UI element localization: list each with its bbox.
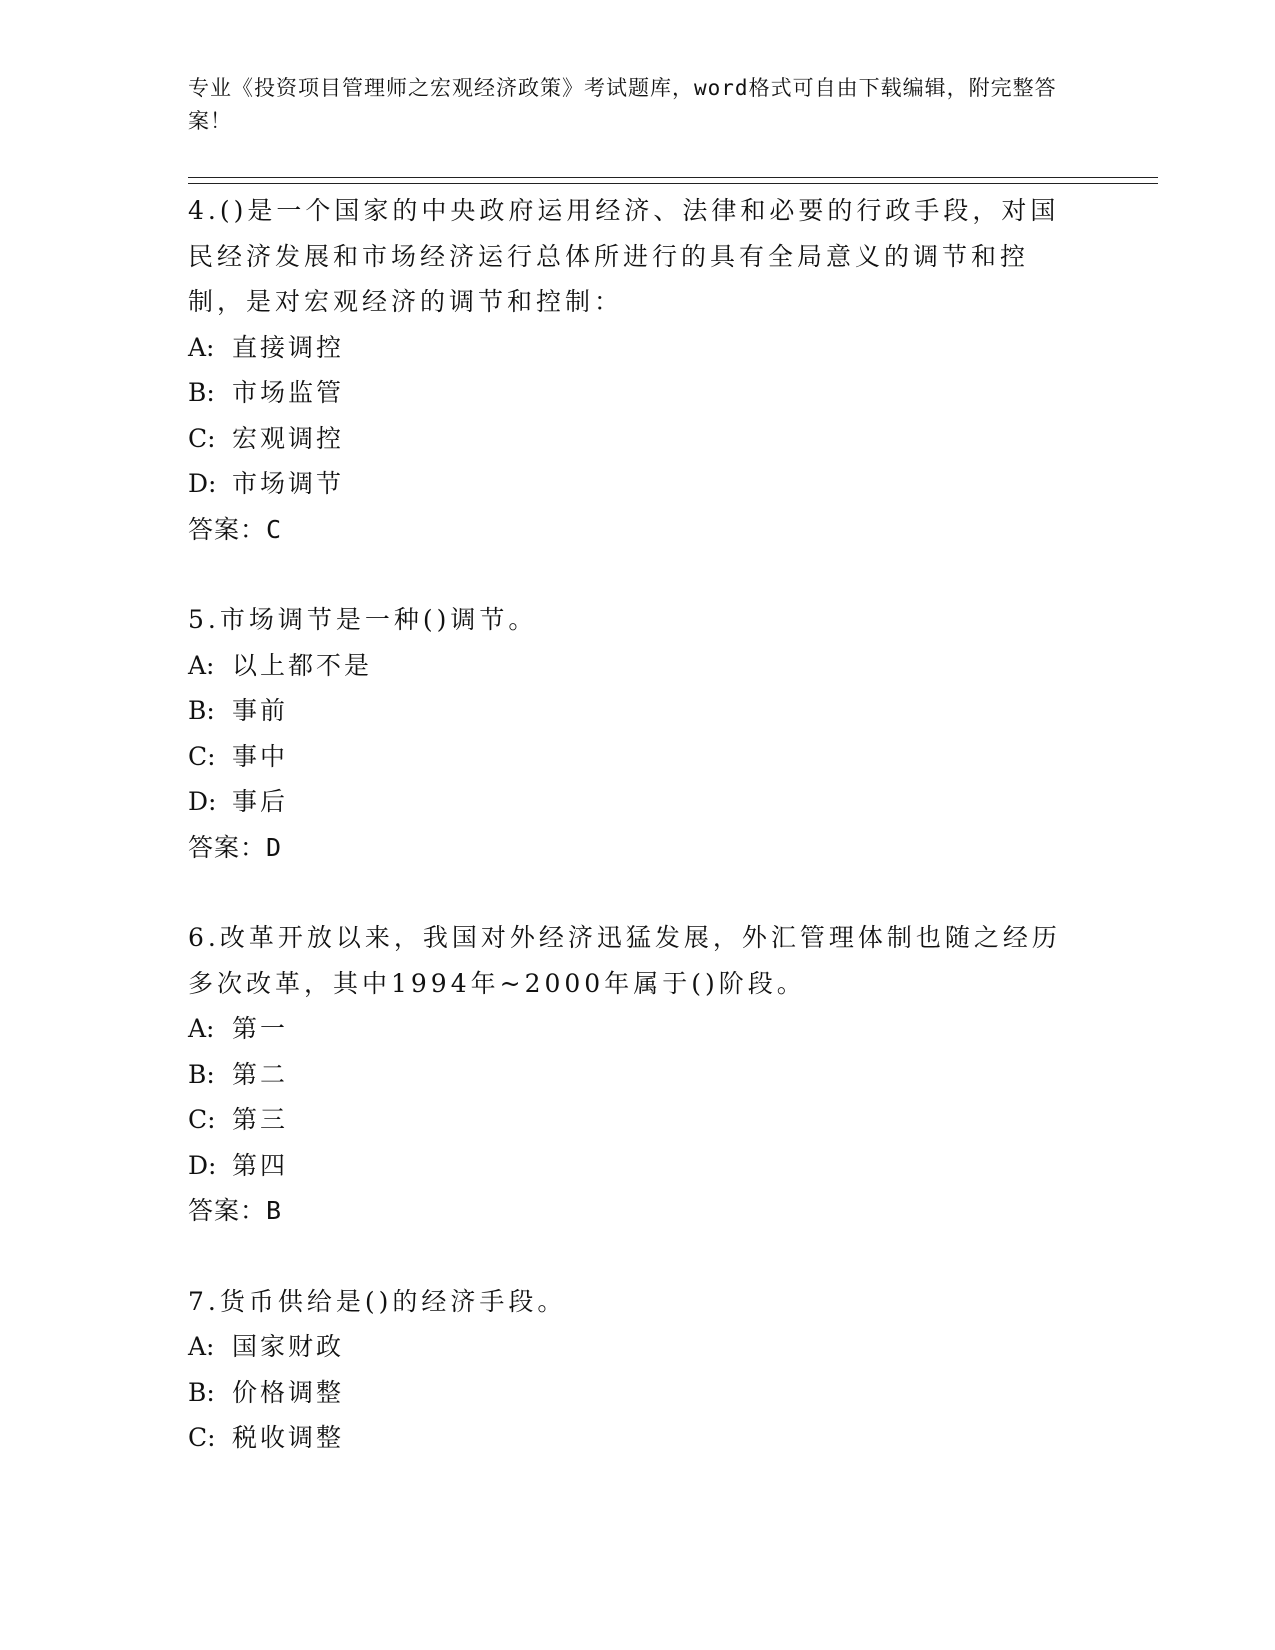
option-letter: C: — [188, 741, 216, 771]
option-letter: B: — [188, 1377, 215, 1407]
option-text: 税收调整 — [232, 1423, 345, 1452]
option-letter: D: — [188, 1150, 217, 1180]
question-6 — [188, 915, 1068, 1234]
option-letter: B: — [188, 378, 215, 407]
question-stem: 6.改革开放以来，我国对外经济迅猛发展，外汇管理体制也随之经历多次改革，其中1994年~2000年属于()阶段。 — [188, 923, 1061, 998]
option-letter: A: — [188, 1332, 215, 1361]
option-text: 以上都不是 — [232, 650, 373, 680]
option-text: 宏观调控 — [232, 423, 345, 453]
question-stem: 5.市场调节是一种()调节。 — [188, 605, 538, 634]
option-letter: A: — [188, 650, 215, 680]
header-divider-bottom — [188, 183, 1158, 184]
option-a — [188, 325, 1068, 371]
answer-line: 答案：C — [188, 514, 283, 544]
option-b — [188, 688, 1068, 734]
option-b — [188, 1370, 1068, 1416]
option-text: 第三 — [232, 1105, 289, 1134]
question-7 — [188, 1279, 1068, 1461]
option-letter: A: — [188, 1014, 215, 1043]
option-text: 第二 — [232, 1059, 289, 1089]
option-text: 市场监管 — [232, 378, 345, 407]
option-letter: A: — [188, 332, 215, 362]
option-a — [188, 1324, 1068, 1370]
option-letter: D: — [188, 787, 217, 816]
question-list — [188, 188, 1068, 1506]
option-d — [188, 1143, 1068, 1189]
answer-line: 答案：D — [188, 832, 283, 862]
option-letter: C: — [188, 1105, 216, 1134]
option-text: 价格调整 — [232, 1377, 345, 1407]
option-letter: B: — [188, 1059, 215, 1089]
option-text: 第一 — [232, 1014, 289, 1043]
option-a — [188, 643, 1068, 689]
option-c — [188, 1415, 1068, 1461]
option-text: 第四 — [232, 1150, 289, 1180]
option-text: 直接调控 — [232, 332, 345, 362]
option-c — [188, 734, 1068, 780]
question-5 — [188, 597, 1068, 870]
option-text: 国家财政 — [232, 1332, 345, 1361]
option-text: 市场调节 — [232, 469, 345, 498]
document-header: 专业《投资项目管理师之宏观经济政策》考试题库，word格式可自由下载编辑，附完整答案！ — [188, 76, 1057, 133]
question-stem: 4.()是一个国家的中央政府运用经济、法律和必要的行政手段，对国民经济发展和市场经济运行总体所进行的具有全局意义的调节和控制，是对宏观经济的调节和控制： — [188, 196, 1060, 316]
option-letter: C: — [188, 423, 216, 453]
option-text: 事中 — [232, 741, 289, 771]
option-d — [188, 779, 1068, 825]
answer-line: 答案：B — [188, 1196, 283, 1225]
option-letter: B: — [188, 696, 215, 725]
question-stem: 7.货币供给是()的经济手段。 — [188, 1286, 567, 1316]
option-a — [188, 1006, 1068, 1052]
header-divider-top — [188, 177, 1158, 178]
option-b — [188, 370, 1068, 416]
option-b — [188, 1052, 1068, 1098]
option-c — [188, 1097, 1068, 1143]
option-letter: C: — [188, 1423, 216, 1452]
option-d — [188, 461, 1068, 507]
option-text: 事前 — [232, 696, 289, 725]
option-text: 事后 — [232, 787, 289, 816]
option-c — [188, 416, 1068, 462]
question-4 — [188, 188, 1068, 552]
option-letter: D: — [188, 469, 217, 498]
